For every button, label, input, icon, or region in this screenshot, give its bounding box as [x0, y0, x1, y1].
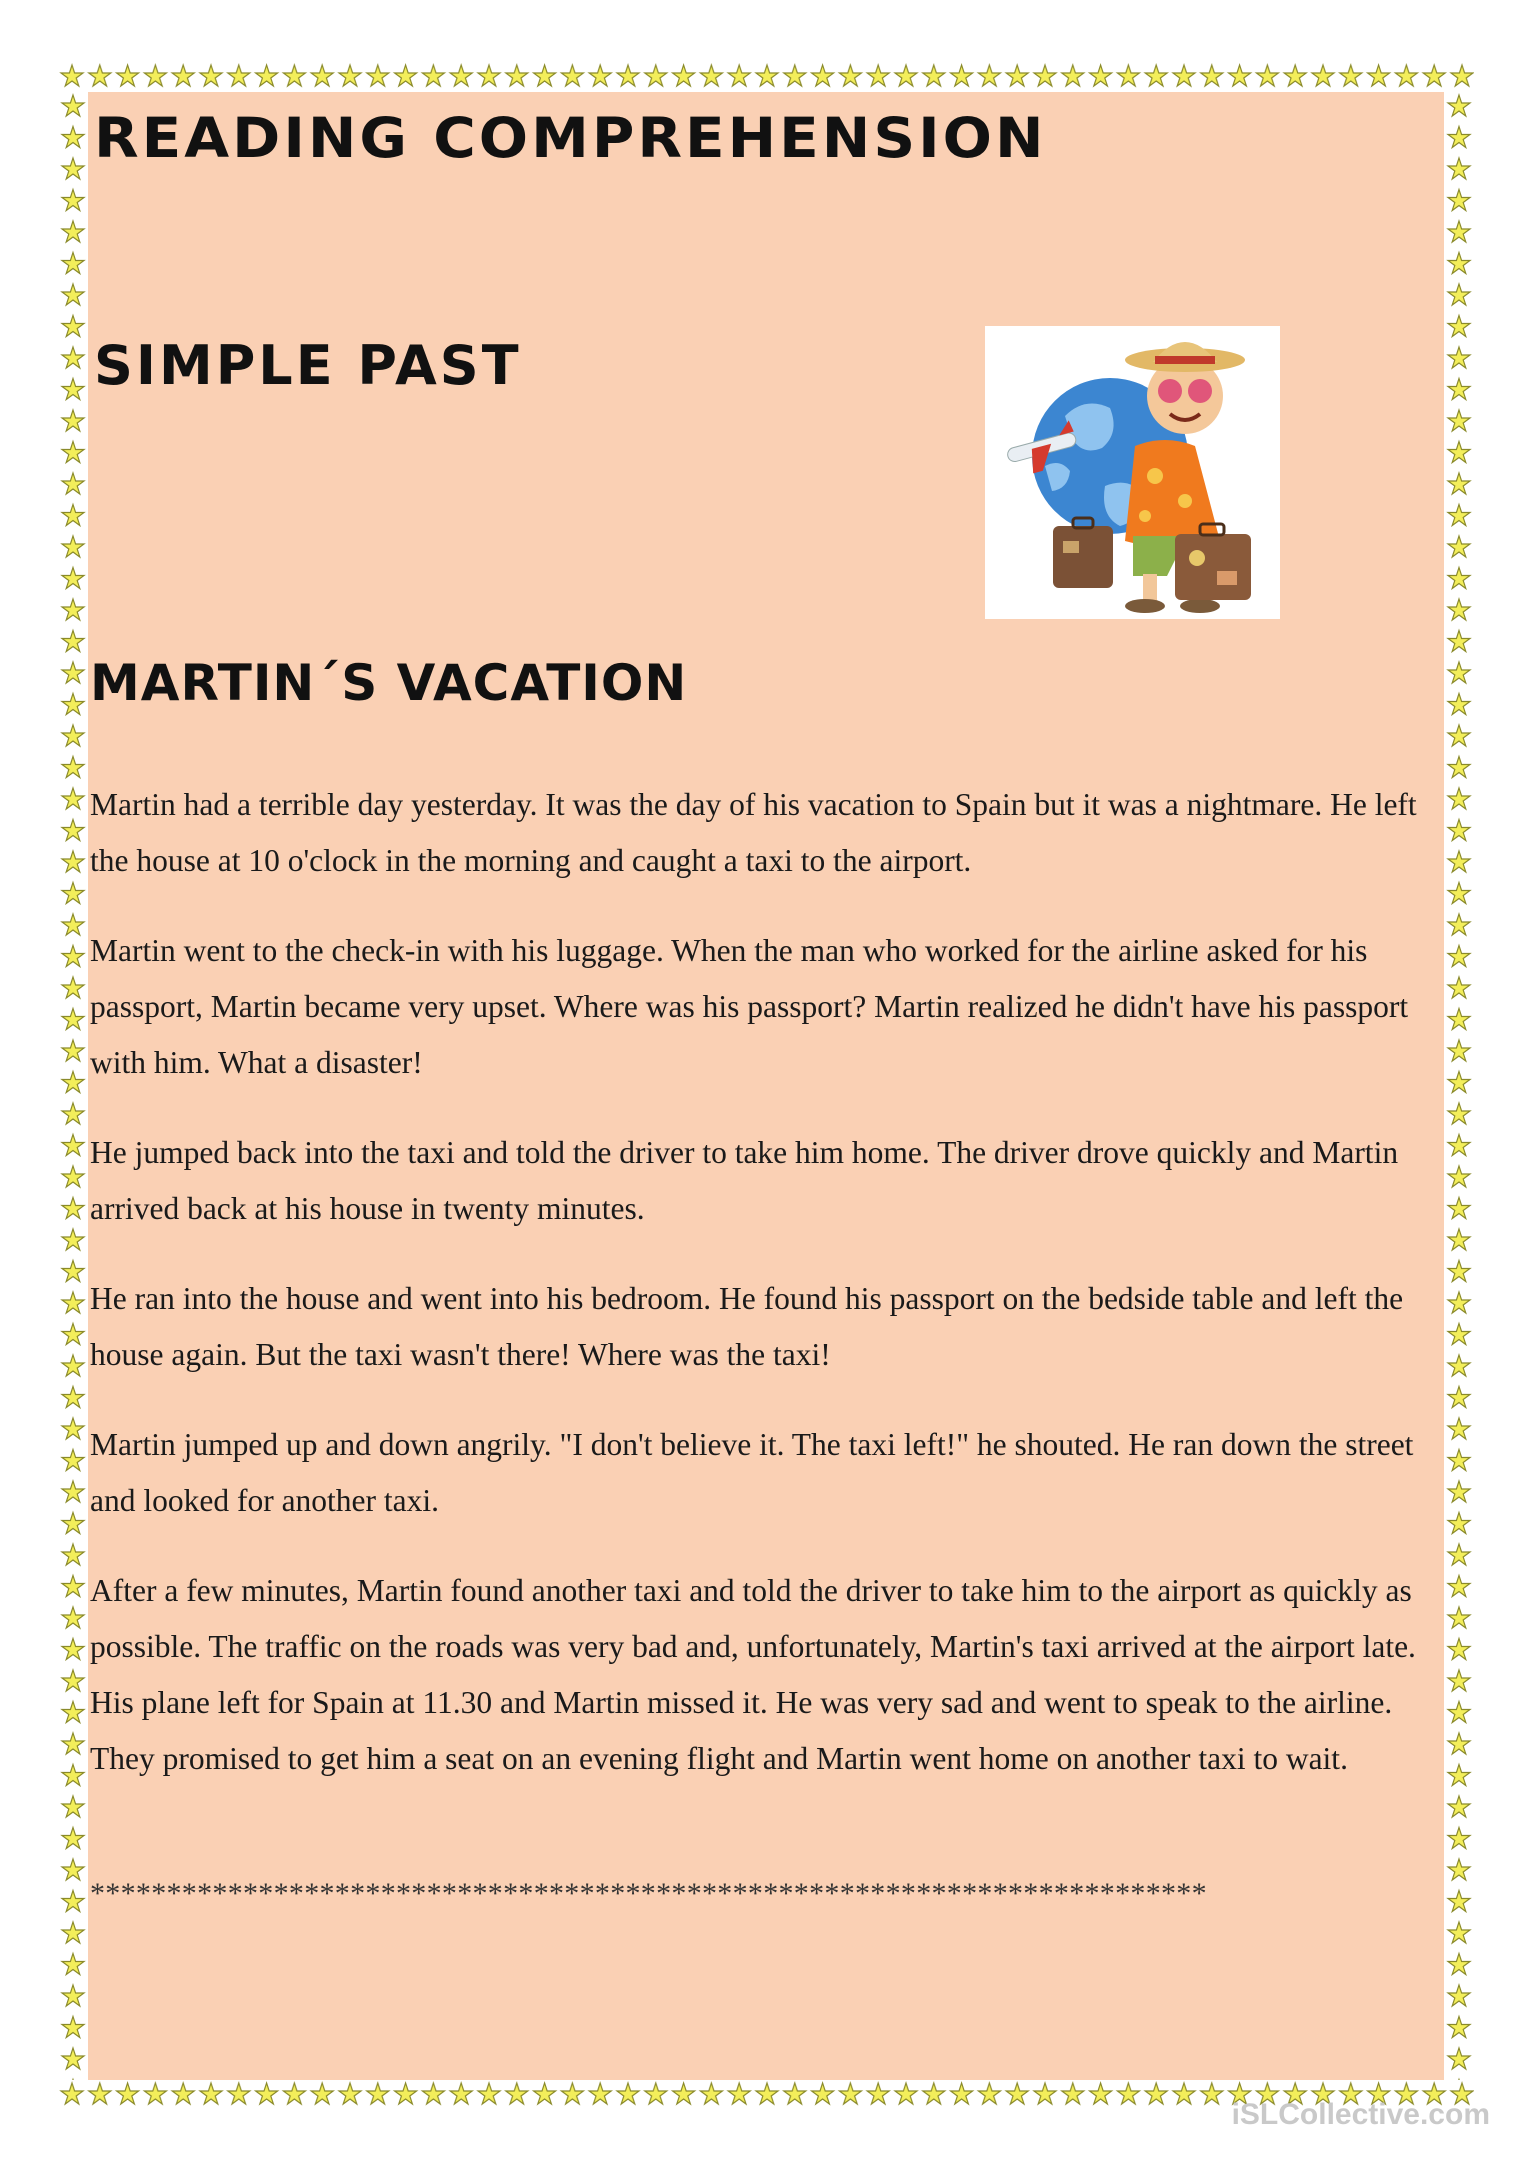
star-column-icon	[1444, 92, 1474, 2080]
star-row-icon	[58, 62, 1474, 92]
star-border-top	[58, 62, 1474, 92]
story-paragraph: After a few minutes, Martin found another taxi and told the driver to take him to the airport as quickly as possible. The traffic on the roads was very bad and, unfortunately, Martin's taxi arrived at the airport late. His plane left for Spain at 11.30 and Martin missed it. He was very sad and went to speak to the airline. They promised to get him a seat on an evening flight and Martin went home on another taxi to wait.	[90, 1573, 1416, 1776]
story-paragraph: He jumped back into the taxi and told the driver to take him home. The driver drove quickly and Martin arrived back at his house in twenty minutes.	[90, 1135, 1399, 1226]
traveler-with-luggage-and-globe-icon	[985, 326, 1280, 619]
asterisk-divider: *************************************************************************	[90, 1877, 1207, 1910]
story-paragraph: Martin went to the check-in with his luggage. When the man who worked for the airline asked for his passport, Martin became very upset. Where was his passport? Martin realized he didn't have his passport with him. What a disaster!	[90, 933, 1409, 1080]
site-watermark: iSLCollective.com	[1231, 2098, 1490, 2131]
star-column-icon	[58, 92, 88, 2080]
star-border-left	[58, 92, 88, 2080]
story-paragraph: Martin jumped up and down angrily. "I don't believe it. The taxi left!" he shouted. He ran down the street and looked for another taxi.	[90, 1427, 1414, 1518]
story-paragraph: He ran into the house and went into his bedroom. He found his passport on the bedside table and left the house again. But the taxi wasn't there! Where was the taxi!	[90, 1281, 1404, 1372]
star-border-right	[1444, 92, 1474, 2080]
story-paragraph: Martin had a terrible day yesterday. It was the day of his vacation to Spain but it was a nightmare. He left the house at 10 o'clock in the morning and caught a taxi to the airport.	[90, 787, 1417, 878]
traveler-illustration	[985, 326, 1280, 619]
worksheet-sheet	[88, 92, 1444, 2080]
story-title: MARTIN´S VACATION	[90, 654, 688, 712]
page-title: READING COMPREHENSION	[94, 105, 1047, 171]
page-subtitle: SIMPLE PAST	[94, 334, 522, 397]
story-text	[90, 777, 1440, 1821]
